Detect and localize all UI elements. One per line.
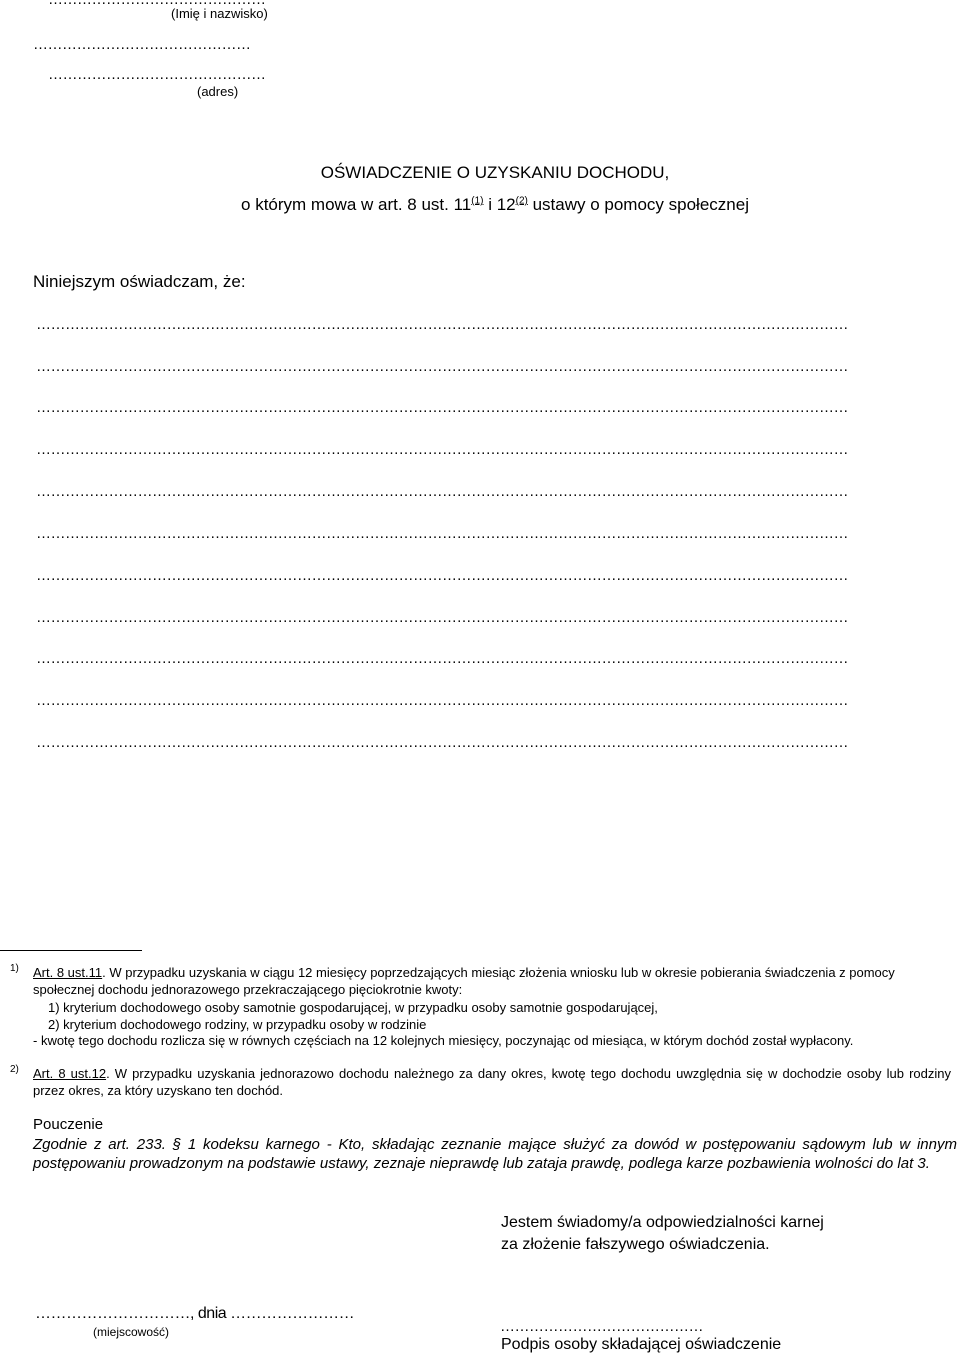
fill-line: …………………………………………………………………………………………………………………………………………………… xyxy=(36,650,848,667)
footnote-ref-2: (2) xyxy=(515,195,528,207)
footnote-2-ref: Art. 8 ust.12 xyxy=(33,1066,107,1081)
footnote-2-number: 2) xyxy=(10,1064,19,1075)
fill-line: …………………………………………………………………………………………………………………………………………………… xyxy=(36,316,848,333)
notice-heading: Pouczenie xyxy=(33,1116,104,1133)
footnote-1-item-1: 1) kryterium dochodowego osoby samotnie gospodarującej, w przypadku osoby samotnie gospodarującej, xyxy=(48,1000,658,1015)
fill-line: …………………………………………………………………………………………………………………………………………………… xyxy=(36,692,848,709)
footnote-1-number: 1) xyxy=(10,963,19,974)
address-dots-2: ……………………………………… xyxy=(48,66,266,83)
fill-line: …………………………………………………………………………………………………………………………………………………… xyxy=(36,609,848,626)
address-dots-1: ……………………………………… xyxy=(33,36,251,53)
declaration-line-1: Jestem świadomy/a odpowiedzialności karnej xyxy=(501,1214,824,1231)
address-caption: (adres) xyxy=(197,84,239,99)
declaration-line-2: za złożenie fałszywego oświadczenia. xyxy=(501,1236,770,1253)
place-caption: (miejscowość) xyxy=(93,1325,170,1339)
signature-dots: …………………………………… xyxy=(500,1318,703,1335)
fill-line: …………………………………………………………………………………………………………………………………………………… xyxy=(36,483,848,500)
signature-caption: Podpis osoby składającej oświadczenie xyxy=(501,1336,782,1353)
place-date-line: …………………………, dnia …………………… xyxy=(35,1305,355,1322)
footnote-1-item-2: 2) kryterium dochodowego rodziny, w przypadku osoby w rodzinie xyxy=(48,1017,427,1032)
fill-line: …………………………………………………………………………………………………………………………………………………… xyxy=(36,567,848,584)
footnote-2: Art. 8 ust.12. W przypadku uzyskania jednorazowo dochodu należnego za dany okres, kwotę tego dochodu uwzględnia się w dochodzie osoby lub rodziny przez okres, za który uzyskano ten dochód. xyxy=(33,1066,951,1098)
document-subtitle: o którym mowa w art. 8 ust. 11$^{(1)}$ i 12$^{(2)}$ ustawy o pomocy społecznej xyxy=(241,195,749,214)
footnote-separator xyxy=(0,950,142,951)
fill-line: …………………………………………………………………………………………………………………………………………………… xyxy=(36,734,848,751)
fill-line: …………………………………………………………………………………………………………………………………………………… xyxy=(36,525,848,542)
footnote-1-tail: - kwotę tego dochodu rozlicza się w równych częściach na 12 kolejnych miesięcy, poczynając od miesiąca, w którym dochód został wypłacony. xyxy=(33,1033,854,1048)
notice-text: Zgodnie z art. 233. § 1 kodeksu karnego - Kto, składając zeznanie mające służyć za dowód w postępowaniu sądowym lub w innym postępowaniu prowadzonym na podstawie ustawy, zeznaje nieprawdę lub zataja prawdę, podlega karze pozbawienia wolności do lat 3. xyxy=(33,1136,957,1172)
footnote-1: Art. 8 ust.11. W przypadku uzyskania w ciągu 12 miesięcy poprzedzających miesiąc złożenia wniosku lub w okresie pobierania świadczenia z pomocy społecznej dochodu jednorazowego przekraczającego pięciokrotnie kwoty: xyxy=(33,965,895,997)
intro-text: Niniejszym oświadczam, że: xyxy=(33,272,246,291)
fill-line: …………………………………………………………………………………………………………………………………………………… xyxy=(36,441,848,458)
footnote-1-ref: Art. 8 ust.11 xyxy=(33,965,103,980)
fill-line: …………………………………………………………………………………………………………………………………………………… xyxy=(36,399,848,416)
name-caption: (Imię i nazwisko) xyxy=(171,6,268,21)
fill-line: …………………………………………………………………………………………………………………………………………………… xyxy=(36,358,848,375)
document-title: OŚWIADCZENIE O UZYSKANIU DOCHODU, xyxy=(320,163,670,182)
footnote-ref-1: (1) xyxy=(471,195,484,207)
